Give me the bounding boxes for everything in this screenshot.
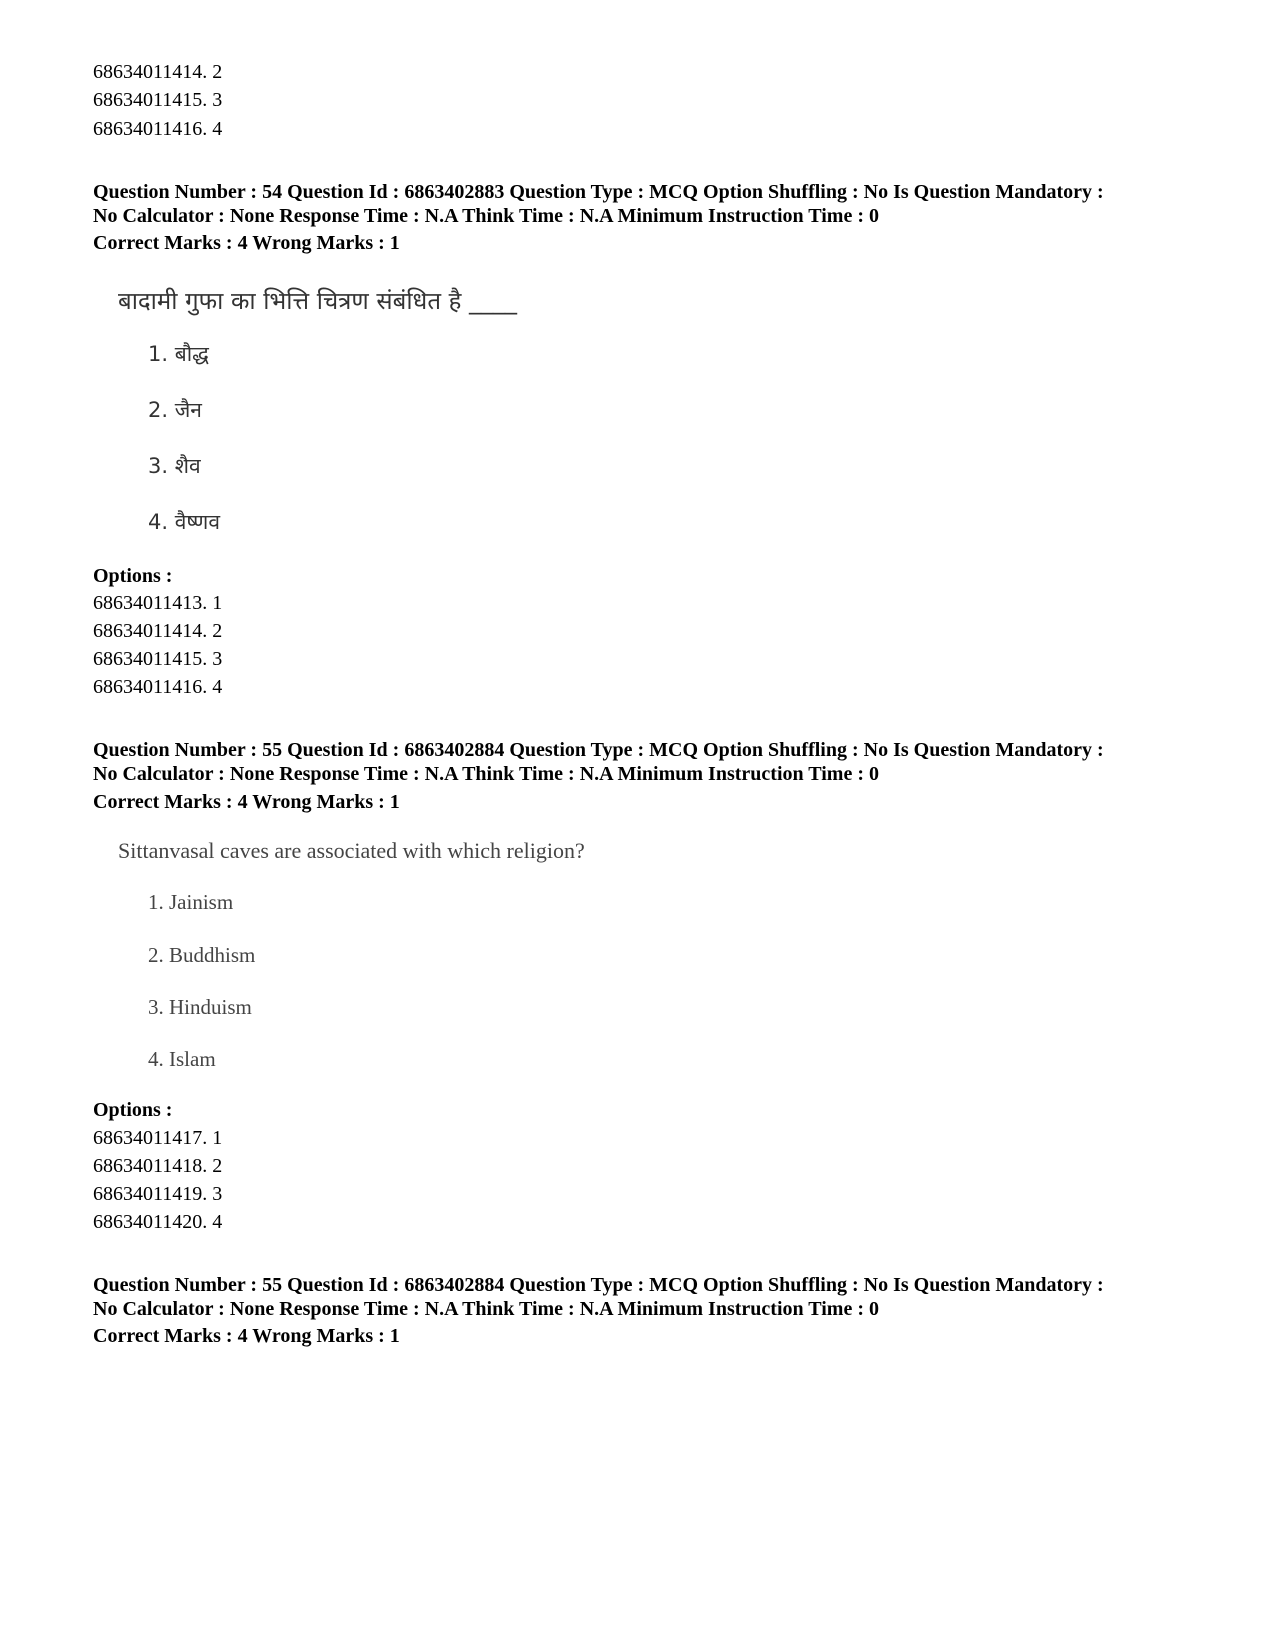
question-54-marks: Correct Marks : 4 Wrong Marks : 1 (93, 232, 400, 254)
question-choice: 2. जैन (148, 398, 202, 422)
question-55-header (93, 738, 1223, 786)
question-54-body (118, 284, 518, 534)
question-55-repeat-header (93, 1273, 1223, 1321)
question-54-header (93, 180, 1223, 228)
question-choice: 2. Buddhism (148, 943, 256, 967)
question-header-line: Question Number : 55 Question Id : 6863402884 Question Type : MCQ Option Shuffling : No Is Question Mandatory : (93, 1274, 1104, 1296)
option-line: 68634011419. 3 (93, 1183, 223, 1205)
question-header-line: Question Number : 55 Question Id : 6863402884 Question Type : MCQ Option Shuffling : No Is Question Mandatory : (93, 739, 1104, 761)
option-line: 68634011415. 3 (93, 89, 223, 111)
options-label: Options : (93, 1099, 173, 1121)
option-line: 68634011417. 1 (93, 1127, 223, 1149)
question-choice: 3. शैव (148, 454, 201, 478)
question-choice: 1. Jainism (148, 890, 234, 914)
question-header-line: Question Number : 54 Question Id : 6863402883 Question Type : MCQ Option Shuffling : No Is Question Mandatory : (93, 181, 1104, 203)
question-stem: Sittanvasal caves are associated with which religion? (118, 838, 585, 863)
question-choice: 3. Hinduism (148, 995, 252, 1019)
option-line: 68634011415. 3 (93, 648, 223, 670)
question-choice: 4. Islam (148, 1047, 216, 1071)
option-line: 68634011414. 2 (93, 61, 223, 83)
question-choice: 1. बौद्ध (148, 342, 209, 366)
option-line: 68634011418. 2 (93, 1155, 223, 1177)
question-55-marks: Correct Marks : 4 Wrong Marks : 1 (93, 791, 400, 813)
question-55-repeat-marks: Correct Marks : 4 Wrong Marks : 1 (93, 1325, 400, 1347)
option-line: 68634011420. 4 (93, 1211, 223, 1233)
question-choice: 4. वैष्णव (148, 510, 221, 534)
options-label: Options : (93, 565, 173, 587)
option-line: 68634011416. 4 (93, 676, 223, 698)
option-line: 68634011416. 4 (93, 118, 223, 140)
question-header-line: No Calculator : None Response Time : N.A Think Time : N.A Minimum Instruction Time : 0 (93, 205, 879, 227)
question-55-body (118, 838, 585, 1071)
option-line: 68634011414. 2 (93, 620, 223, 642)
question-header-line: No Calculator : None Response Time : N.A Think Time : N.A Minimum Instruction Time : 0 (93, 1298, 879, 1320)
question-header-line: No Calculator : None Response Time : N.A Think Time : N.A Minimum Instruction Time : 0 (93, 763, 879, 785)
option-line: 68634011413. 1 (93, 592, 223, 614)
question-stem: बादामी गुफा का भित्ति चित्रण संबंधित है ____ (118, 287, 518, 315)
